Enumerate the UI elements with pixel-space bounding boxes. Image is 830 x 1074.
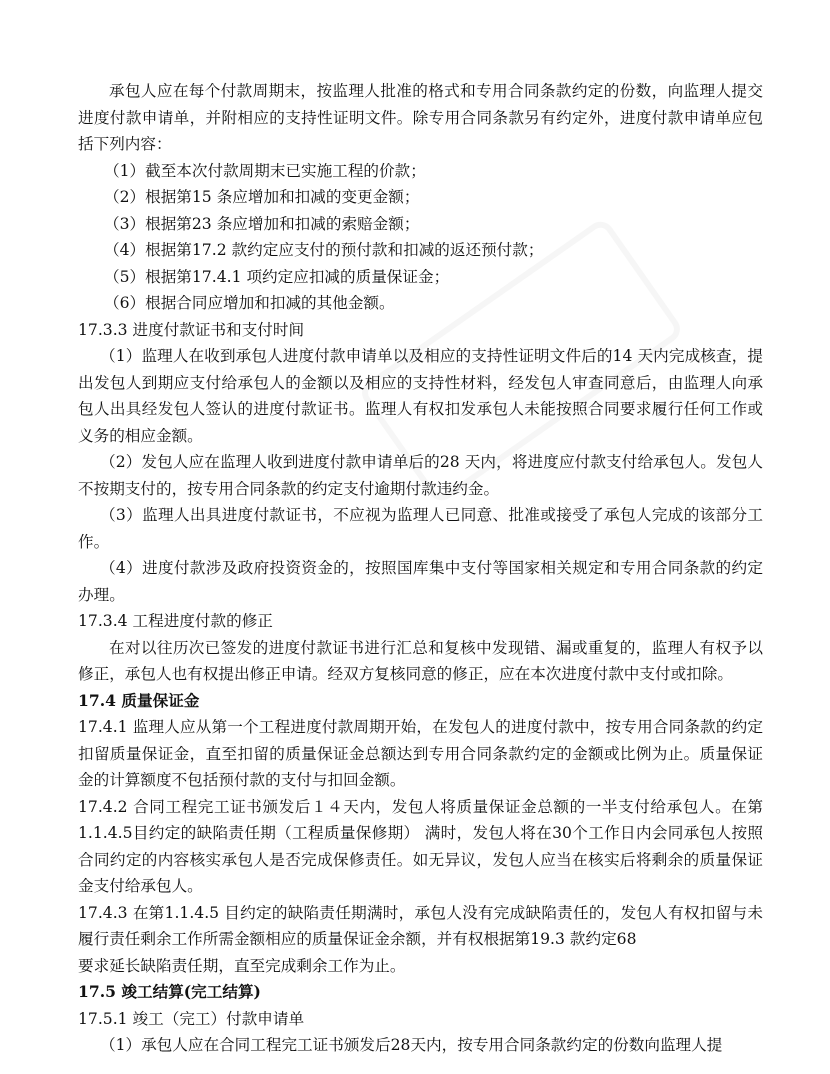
paragraph: 在对以往历次已签发的进度付款证书进行汇总和复核中发现错、漏或重复的，监理人有权予以修正，承包人也有权提出修正申请。经双方复核同意的修正，应在本次进度付款中支付或扣除。 — [78, 638, 763, 683]
section-heading: 17.5 竣工结算(完工结算) — [78, 982, 261, 1001]
paragraph: （5）根据第17.4.1 项约定应扣减的质量保证金； — [104, 267, 450, 286]
paragraph: （4）进度付款涉及政府投资资金的，按照国库集中支付等国家相关规定和专用合同条款的约定办理。 — [78, 559, 763, 604]
paragraph: 17.4.1 监理人应从第一个工程进度付款周期开始，在发包人的进度付款中，按专用合同条款的约定扣留质量保证金，直至扣留的质量保证金总额达到专用合同条款约定的金额或比例为止。质量保证金的计算额度不包括预付款的支付与扣回金额。 — [78, 718, 763, 789]
paragraph: 要求延长缺陷责任期，直至完成剩余工作为止。 — [78, 956, 406, 975]
paragraph: （4）根据第17.2 款约定应支付的预付款和扣减的返还预付款； — [104, 241, 544, 259]
paragraph: （2）根据第15 条应增加和扣减的变更金额； — [104, 188, 420, 206]
paragraph: （2）发包人应在监理人收到进度付款申请单后的28 天内，将进度应付款支付给承包人。发包人不按期支付的，按专用合同条款的约定支付逾期付款违约金。 — [78, 453, 763, 498]
paragraph: （3）监理人出具进度付款证书，不应视为监理人已同意、批准或接受了承包人完成的该部分工作。 — [78, 506, 763, 551]
paragraph: （1）监理人在收到承包人进度付款申请单以及相应的支持性证明文件后的14 天内完成核查，提出发包人到期应支付给承包人的金额以及相应的支持性材料，经发包人审查同意后，由监理人向承包人出具经发包人签认的进度付款证书。监理人有权扣发承包人未能按照合同要求履行任何工作或义务的相应金额。 — [78, 347, 763, 445]
paragraph: 17.4.2 合同工程完工证书颁发后１４天内，发包人将质量保证金总额的一半支付给承包人。在第1.1.4.5目约定的缺陷责任期（工程质量保修期） 满时，发包人将在30个工作日内会同承包人按照合同约定的内容核实承包人是否完成保修责任。如无异议，发包人应当在核实后将剩余的质量保证金支付给承包人。 — [78, 797, 763, 895]
paragraph: 17.5.1 竣工（完工）付款申请单 — [78, 1009, 305, 1028]
paragraph: （3）根据第23 条应增加和扣减的索赔金额； — [104, 214, 420, 233]
paragraph: （6）根据合同应增加和扣减的其他金额。 — [104, 294, 395, 312]
document-body — [78, 78, 763, 1059]
paragraph: 17.3.3 进度付款证书和支付时间 — [78, 320, 305, 339]
paragraph: 17.4.3 在第1.1.4.5 目约定的缺陷责任期满时，承包人没有完成缺陷责任的，发包人有权扣留与未履行责任剩余工作所需金额相应的质量保证金余额，并有权根据第19.3 款约定68 — [78, 903, 763, 948]
section-heading: 17.4 质量保证金 — [78, 690, 200, 710]
paragraph: 17.3.4 工程进度付款的修正 — [78, 612, 273, 630]
paragraph: （1）承包人应在合同工程完工证书颁发后28天内，按专用合同条款约定的份数向监理人提 — [100, 1036, 723, 1054]
paragraph: （1）截至本次付款周期末已实施工程的价款； — [104, 161, 426, 180]
paragraph: 承包人应在每个付款周期末，按监理人批准的格式和专用合同条款约定的份数，向监理人提交进度付款申请单，并附相应的支持性证明文件。除专用合同条款另有约定外，进度付款申请单应包括下列内容： — [78, 82, 763, 153]
